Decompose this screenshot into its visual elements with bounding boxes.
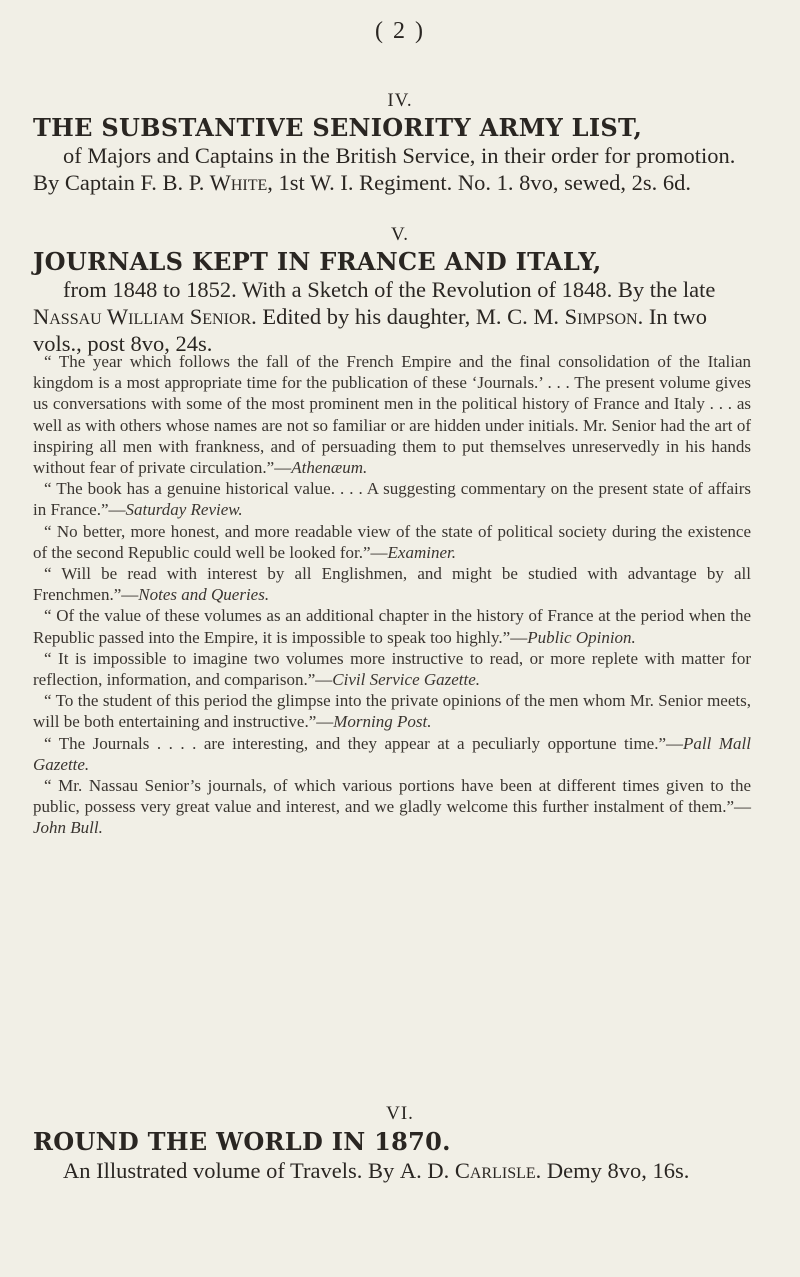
review-source: Morning Post.	[333, 712, 432, 732]
review-quote: “ The year which follows the fall of the French Empire and the final consolidation of the Italian kingdom is a most appropriate time for the publication of these ‘Journals.’ . . . The present volume gives us conversations with some of the most prominent men in the political history of France and Italy . . . as well as with others whose names are not so familiar or are hidden under initials. Mr. Senior had the art of inspiring all men with frankness, and of persuading them to put themselves unreservedly in his hands without fear of private circulation.”—Athenæum.	[33, 352, 751, 478]
review-quote: “ The book has a genuine historical value. . . . A suggesting commentary on the present state of affairs in France.”—Saturday Review.	[33, 479, 751, 520]
review-source: Athenæum.	[291, 458, 368, 478]
review-source: Public Opinion.	[527, 627, 636, 647]
review-source: Pall Mall Gazette.	[33, 733, 751, 774]
entry-author: A. D. Carlisle	[399, 1158, 536, 1183]
entry-description-vi: An Illustrated volume of Travels. By A. D. Carlisle. Demy 8vo, 16s.	[63, 1158, 690, 1183]
entry-number-vi: VI.	[386, 1103, 414, 1124]
entry-title-iv: THE SUBSTANTIVE SENIORITY ARMY LIST,	[33, 113, 643, 142]
entry-author: F. B. P. White	[140, 170, 268, 195]
review-quotes	[33, 351, 751, 839]
review-quote: “ Mr. Nassau Senior’s journals, of which various portions have been at different times given to the public, possess very great value and interest, and we gladly welcome this further instalment of them.”—John Bull.	[33, 776, 751, 838]
review-source: Examiner.	[387, 542, 457, 562]
review-quote: “ The Journals . . . . are interesting, and they appear at a peculiarly opportune time.”—Pall Mall Gazette.	[33, 733, 751, 774]
review-source: Saturday Review.	[125, 500, 243, 520]
review-quote: “ Will be read with interest by all Englishmen, and might be studied with advantage by all Frenchmen.”—Notes and Queries.	[33, 564, 751, 605]
entry-description-iv: of Majors and Captains in the British Service, in their order for promotion. By Captain F. B. P. White, 1st W. I. Regiment. No. 1. 8vo, sewed, 2s. 6d.	[33, 143, 736, 195]
review-source: Notes and Queries.	[138, 585, 270, 605]
page-number: ( 2 )	[375, 18, 425, 44]
review-quote: “ Of the value of these volumes as an additional chapter in the history of France at the period when the Republic passed into the Empire, it is impossible to speak too highly.”—Public Opinion.	[33, 606, 751, 647]
entry-editor: M. C. M. Simpson	[475, 304, 638, 329]
review-quote: “ To the student of this period the glimpse into the private opinions of the men whom Mr. Senior meets, will be both entertaining and instructive.”—Morning Post.	[33, 691, 751, 732]
review-quote: “ No better, more honest, and more readable view of the state of political society during the existence of the second Republic could well be looked for.”—Examiner.	[33, 521, 751, 562]
entry-number-v: V.	[390, 224, 410, 245]
entry-number-iv: IV.	[387, 90, 413, 111]
entry-author: Nassau William Senior	[33, 304, 252, 329]
review-source: Civil Service Gazette.	[332, 670, 481, 690]
entry-description-v: from 1848 to 1852. With a Sketch of the Revolution of 1848. By the late Nassau William Senior. Edited by his daughter, M. C. M. Simpson. In two vols., post 8vo, 24s.	[33, 277, 716, 356]
entry-title-v: JOURNALS KEPT IN FRANCE AND ITALY,	[33, 247, 602, 276]
review-source: John Bull.	[33, 818, 103, 838]
review-quote: “ It is impossible to imagine two volumes more instructive to read, or more replete with matter for reflection, information, and comparison.”—Civil Service Gazette.	[33, 648, 751, 690]
entry-title-vi: ROUND THE WORLD IN 1870.	[33, 1127, 451, 1156]
